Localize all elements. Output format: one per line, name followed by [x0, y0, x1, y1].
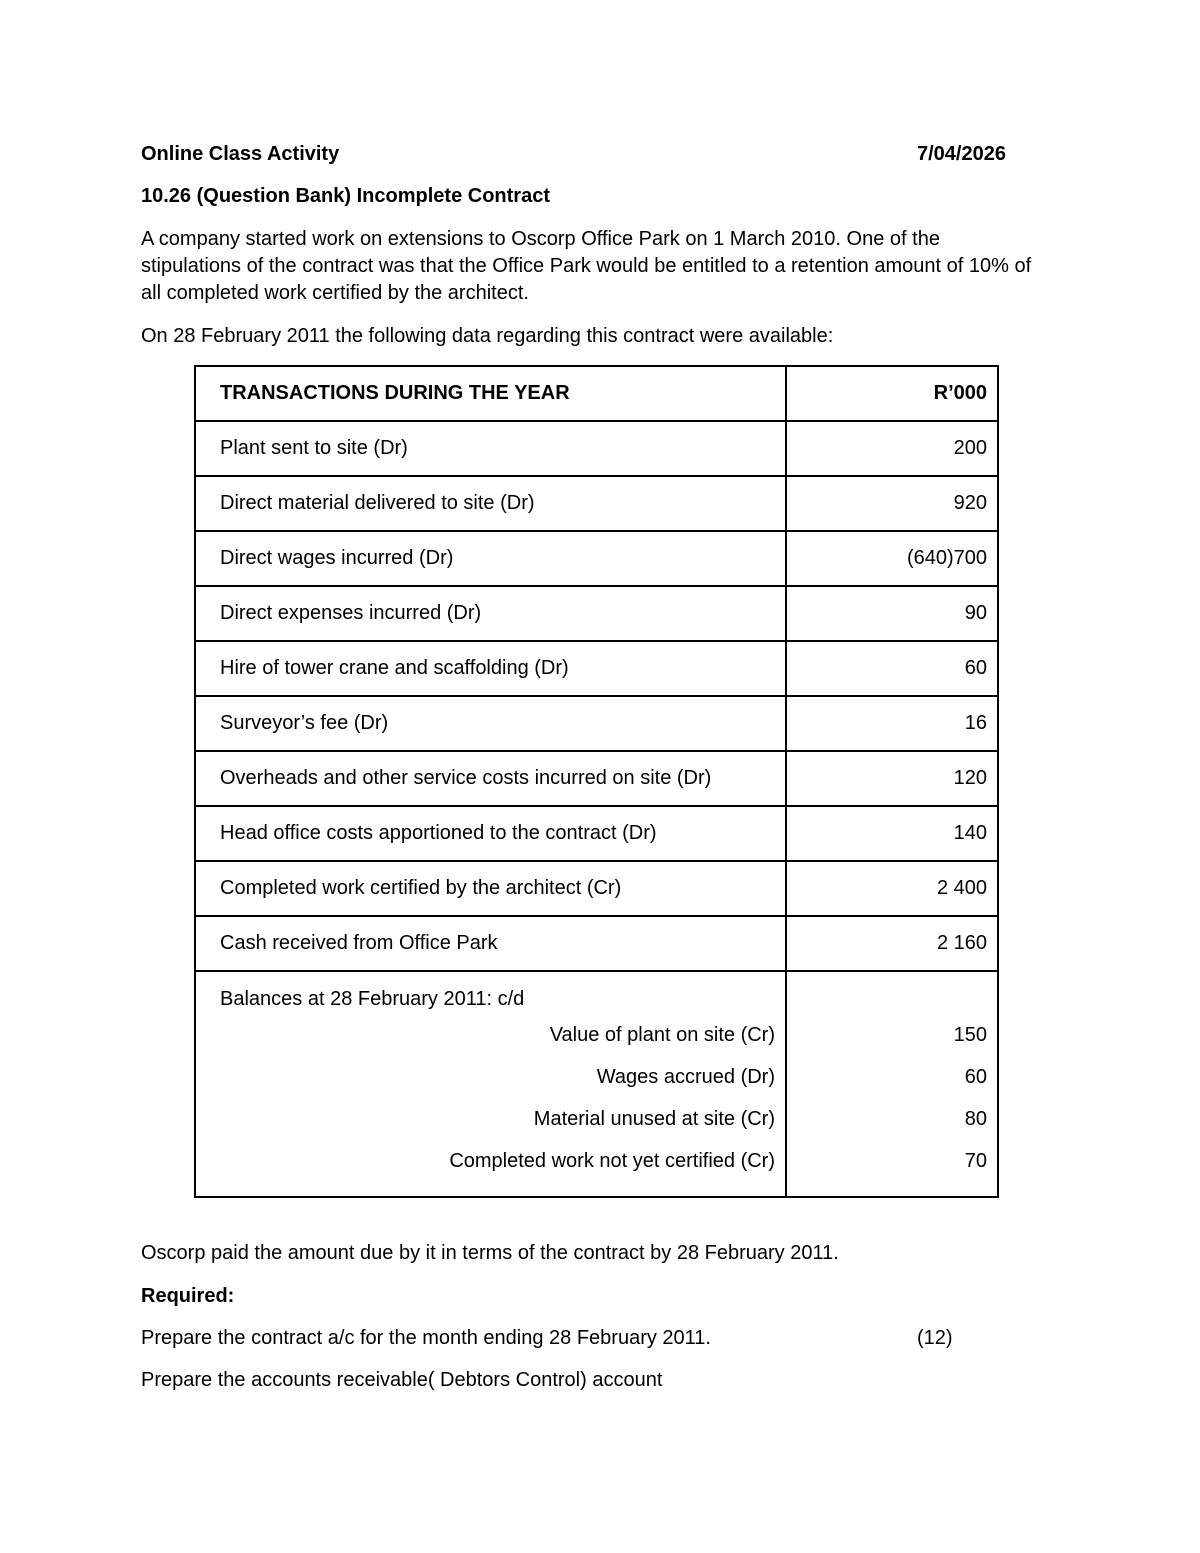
balances-row	[195, 971, 998, 1197]
table-row	[195, 641, 998, 696]
table-header-row	[195, 366, 998, 421]
balance-value: 60	[964, 1066, 987, 1088]
row-value: 90	[786, 586, 998, 641]
balance-label: Wages accrued (Dr)	[596, 1066, 775, 1088]
table-row	[195, 861, 998, 916]
row-label: Direct wages incurred (Dr)	[195, 531, 786, 586]
question-title: 10.26 (Question Bank) Incomplete Contract	[141, 185, 550, 207]
row-value: 200	[786, 421, 998, 476]
row-label: Cash received from Office Park	[195, 916, 786, 971]
transactions-table	[194, 365, 999, 1198]
row-value: 120	[786, 751, 998, 806]
table-row	[195, 586, 998, 641]
row-label: Hire of tower crane and scaffolding (Dr)	[195, 641, 786, 696]
task-contract-account: Prepare the contract a/c for the month ending 28 February 2011.	[141, 1327, 711, 1349]
row-value: (640)700	[786, 531, 998, 586]
row-value: 920	[786, 476, 998, 531]
required-label: Required:	[141, 1285, 235, 1307]
activity-title: Online Class Activity	[141, 143, 340, 165]
table-row	[195, 696, 998, 751]
row-value: 2 160	[786, 916, 998, 971]
row-label: Direct expenses incurred (Dr)	[195, 586, 786, 641]
row-label: Overheads and other service costs incurred on site (Dr)	[195, 751, 786, 806]
row-label: Plant sent to site (Dr)	[195, 421, 786, 476]
table-row	[195, 916, 998, 971]
table-row	[195, 751, 998, 806]
question-intro: A company started work on extensions to Oscorp Office Park on 1 March 2010. One of the stipulations of the contract was that the Office Park would be entitled to a retention amount of 10% of all completed work certified by the architect.	[141, 228, 1032, 304]
balances-labels	[195, 971, 786, 1197]
row-label: Direct material delivered to site (Dr)	[195, 476, 786, 531]
balance-label: Completed work not yet certified (Cr)	[449, 1150, 775, 1172]
row-value: 2 400	[786, 861, 998, 916]
balance-label: Material unused at site (Cr)	[533, 1108, 775, 1130]
row-value: 60	[786, 641, 998, 696]
data-intro: On 28 February 2011 the following data regarding this contract were available:	[141, 325, 834, 347]
header-unit: R’000	[786, 366, 998, 421]
balances-title: Balances at 28 February 2011: c/d	[220, 988, 525, 1010]
row-value: 140	[786, 806, 998, 861]
balance-value: 80	[964, 1108, 987, 1130]
row-label: Head office costs apportioned to the contract (Dr)	[195, 806, 786, 861]
table-row	[195, 806, 998, 861]
task-debtors-account: Prepare the accounts receivable( Debtors Control) account	[141, 1369, 663, 1391]
activity-date: 7/04/2026	[917, 143, 1006, 165]
task-marks: (12)	[917, 1327, 953, 1349]
balances-values	[786, 971, 998, 1197]
balance-label: Value of plant on site (Cr)	[549, 1024, 775, 1046]
balance-value: 70	[964, 1150, 987, 1172]
payment-note: Oscorp paid the amount due by it in terms of the contract by 28 February 2011.	[141, 1242, 839, 1264]
balance-value: 150	[953, 1024, 987, 1046]
table-row	[195, 476, 998, 531]
row-label: Completed work certified by the architect (Cr)	[195, 861, 786, 916]
header-label: TRANSACTIONS DURING THE YEAR	[195, 366, 786, 421]
table-row	[195, 421, 998, 476]
row-value: 16	[786, 696, 998, 751]
table-row	[195, 531, 998, 586]
row-label: Surveyor’s fee (Dr)	[195, 696, 786, 751]
